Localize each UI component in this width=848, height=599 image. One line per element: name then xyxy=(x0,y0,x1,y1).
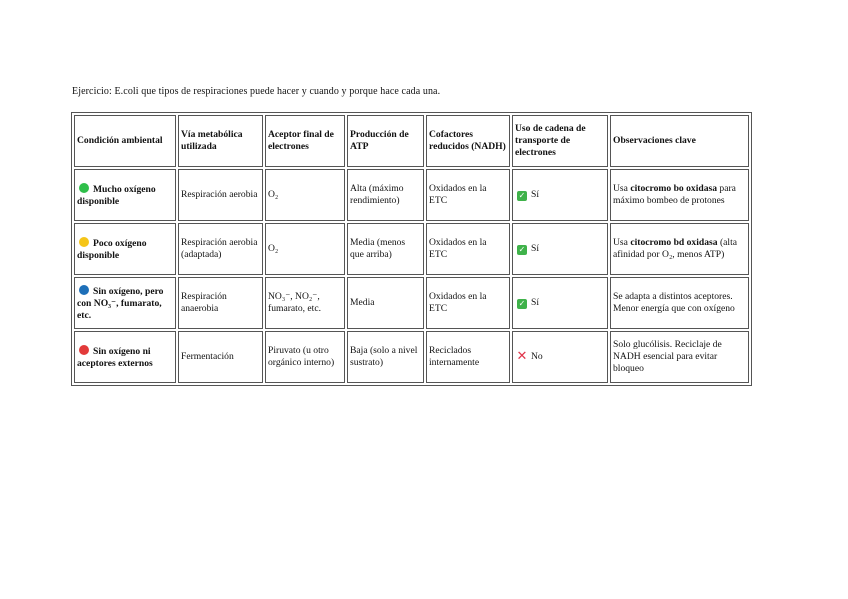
observations-cell xyxy=(610,277,749,329)
table-row xyxy=(74,331,749,383)
header-pathway: Vía metabólica utilizada xyxy=(178,115,263,167)
blue-circle-icon xyxy=(79,285,89,295)
observation-text-end: (alta afinidad por O₂, menos ATP) xyxy=(613,237,738,260)
condition-cell xyxy=(74,223,176,275)
acceptor-cell: Piruvato (u otro orgánico interno) xyxy=(265,331,345,383)
observation-text: Se adapta a distintos aceptores. Menor energía que con oxígeno xyxy=(613,291,735,314)
condition-cell xyxy=(74,331,176,383)
condition-text: Poco oxígeno disponible xyxy=(77,237,147,261)
pathway-cell: Respiración aerobia (adaptada) xyxy=(178,223,263,275)
atp-cell: Baja (solo a nivel sustrato) xyxy=(347,331,424,383)
observations-cell xyxy=(610,331,749,383)
observation-text-end: para máximo bombeo de protones xyxy=(613,183,736,206)
atp-cell: Alta (máximo rendimiento) xyxy=(347,169,424,221)
observation-text: Usa xyxy=(613,237,631,248)
etc-cell xyxy=(512,223,608,275)
yellow-circle-icon xyxy=(79,237,89,247)
pathway-cell: Respiración aerobia xyxy=(178,169,263,221)
cross-icon: ✕ xyxy=(516,349,528,364)
condition-text: Mucho oxígeno disponible xyxy=(77,183,156,207)
atp-cell: Media (menos que arriba) xyxy=(347,223,424,275)
header-atp: Producción de ATP xyxy=(347,115,424,167)
red-circle-icon xyxy=(79,345,89,355)
pathway-cell: Fermentación xyxy=(178,331,263,383)
table-row xyxy=(74,169,749,221)
condition-cell xyxy=(74,169,176,221)
nadh-cell: Reciclados internamente xyxy=(426,331,510,383)
respiration-table xyxy=(71,112,752,386)
etc-label: Sí xyxy=(531,189,540,200)
acceptor-cell: O₂ xyxy=(265,169,345,221)
etc-cell xyxy=(512,331,608,383)
etc-label: Sí xyxy=(531,243,540,254)
nadh-cell: Oxidados en la ETC xyxy=(426,277,510,329)
etc-cell xyxy=(512,277,608,329)
check-icon: ✓ xyxy=(518,299,526,308)
observation-emphasis: citocromo bo oxidasa xyxy=(630,183,718,194)
header-observations: Observaciones clave xyxy=(610,115,749,167)
green-circle-icon xyxy=(79,183,89,193)
condition-text: Sin oxígeno, pero con NO₃⁻, fumarato, etc. xyxy=(77,285,164,321)
pathway-cell: Respiración anaerobia xyxy=(178,277,263,329)
acceptor-cell: O₂ xyxy=(265,223,345,275)
observation-text: Solo glucólisis. Reciclaje de NADH esencial para evitar bloqueo xyxy=(613,339,722,374)
etc-label: No xyxy=(531,351,543,362)
header-nadh: Cofactores reducidos (NADH) xyxy=(426,115,510,167)
observations-cell xyxy=(610,223,749,275)
header-condition: Condición ambiental xyxy=(74,115,176,167)
table-row xyxy=(74,277,749,329)
exercise-statement: Ejercicio: E.coli que tipos de respiraciones puede hacer y cuando y porque hace cada una. xyxy=(72,86,441,97)
nadh-cell: Oxidados en la ETC xyxy=(426,169,510,221)
etc-label: Sí xyxy=(531,297,540,308)
condition-cell xyxy=(74,277,176,329)
table-header-row xyxy=(74,115,749,167)
observations-cell xyxy=(610,169,749,221)
atp-cell: Media xyxy=(347,277,424,329)
check-icon: ✓ xyxy=(518,191,526,200)
observation-emphasis: citocromo bd oxidasa xyxy=(630,237,718,248)
check-icon: ✓ xyxy=(518,245,526,254)
header-acceptor: Aceptor final de electrones xyxy=(265,115,345,167)
header-etc: Uso de cadena de transporte de electrones xyxy=(512,115,608,167)
observation-text: Usa xyxy=(613,183,631,194)
acceptor-cell: NO₃⁻, NO₂⁻, fumarato, etc. xyxy=(265,277,345,329)
table-row xyxy=(74,223,749,275)
nadh-cell: Oxidados en la ETC xyxy=(426,223,510,275)
etc-cell xyxy=(512,169,608,221)
condition-text: Sin oxígeno ni aceptores externos xyxy=(77,345,153,369)
